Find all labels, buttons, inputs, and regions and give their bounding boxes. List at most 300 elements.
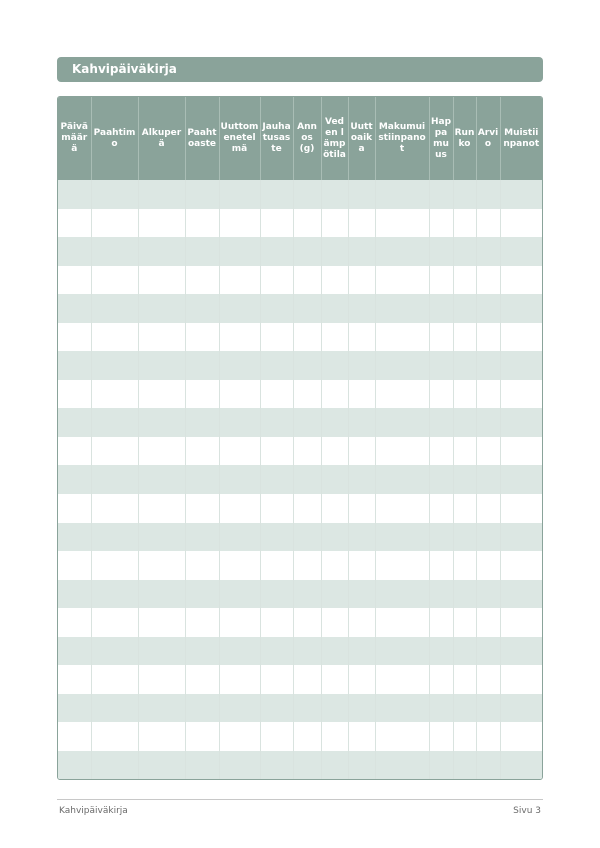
- table-cell[interactable]: [348, 465, 375, 494]
- table-cell[interactable]: [219, 665, 260, 694]
- table-cell[interactable]: [185, 180, 219, 209]
- table-cell[interactable]: [375, 465, 429, 494]
- table-cell[interactable]: [348, 237, 375, 266]
- table-cell[interactable]: [476, 523, 500, 552]
- table-cell[interactable]: [429, 380, 453, 409]
- table-cell[interactable]: [321, 294, 348, 323]
- table-cell[interactable]: [375, 266, 429, 295]
- table-cell[interactable]: [91, 408, 138, 437]
- table-cell[interactable]: [185, 408, 219, 437]
- table-cell[interactable]: [429, 266, 453, 295]
- table-cell[interactable]: [500, 580, 542, 609]
- table-cell[interactable]: [321, 323, 348, 352]
- table-cell[interactable]: [321, 722, 348, 751]
- table-cell[interactable]: [58, 494, 91, 523]
- table-cell[interactable]: [185, 580, 219, 609]
- table-cell[interactable]: [58, 380, 91, 409]
- table-cell[interactable]: [321, 494, 348, 523]
- table-cell[interactable]: [185, 323, 219, 352]
- table-cell[interactable]: [293, 608, 321, 637]
- table-cell[interactable]: [260, 722, 293, 751]
- table-cell[interactable]: [219, 408, 260, 437]
- table-cell[interactable]: [348, 351, 375, 380]
- table-cell[interactable]: [260, 380, 293, 409]
- table-cell[interactable]: [91, 437, 138, 466]
- table-cell[interactable]: [219, 437, 260, 466]
- table-cell[interactable]: [500, 180, 542, 209]
- table-cell[interactable]: [429, 580, 453, 609]
- table-cell[interactable]: [185, 694, 219, 723]
- table-cell[interactable]: [453, 266, 476, 295]
- table-cell[interactable]: [293, 294, 321, 323]
- table-cell[interactable]: [453, 294, 476, 323]
- table-cell[interactable]: [375, 180, 429, 209]
- table-cell[interactable]: [260, 551, 293, 580]
- table-cell[interactable]: [429, 408, 453, 437]
- table-cell[interactable]: [476, 608, 500, 637]
- table-row: [58, 294, 542, 323]
- table-cell[interactable]: [375, 523, 429, 552]
- table-cell[interactable]: [185, 351, 219, 380]
- table-cell[interactable]: [260, 523, 293, 552]
- table-cell[interactable]: [185, 722, 219, 751]
- table-cell[interactable]: [348, 608, 375, 637]
- table-cell[interactable]: [453, 751, 476, 780]
- table-cell[interactable]: [348, 180, 375, 209]
- table-cell[interactable]: [58, 209, 91, 238]
- table-cell[interactable]: [321, 523, 348, 552]
- table-cell[interactable]: [58, 665, 91, 694]
- table-cell[interactable]: [453, 551, 476, 580]
- table-cell[interactable]: [138, 180, 185, 209]
- table-cell[interactable]: [321, 551, 348, 580]
- table-cell[interactable]: [375, 608, 429, 637]
- table-cell[interactable]: [476, 637, 500, 666]
- table-cell[interactable]: [429, 323, 453, 352]
- table-cell[interactable]: [453, 722, 476, 751]
- table-cell[interactable]: [293, 180, 321, 209]
- table-cell[interactable]: [260, 351, 293, 380]
- table-cell[interactable]: [185, 209, 219, 238]
- table-cell[interactable]: [321, 665, 348, 694]
- table-cell[interactable]: [453, 351, 476, 380]
- table-cell[interactable]: [293, 551, 321, 580]
- table-cell[interactable]: [375, 380, 429, 409]
- table-cell[interactable]: [429, 608, 453, 637]
- table-cell[interactable]: [91, 294, 138, 323]
- table-cell[interactable]: [293, 351, 321, 380]
- table-cell[interactable]: [91, 351, 138, 380]
- table-cell[interactable]: [321, 351, 348, 380]
- table-cell[interactable]: [260, 266, 293, 295]
- table-cell[interactable]: [91, 608, 138, 637]
- table-cell[interactable]: [500, 523, 542, 552]
- table-cell[interactable]: [219, 580, 260, 609]
- table-cell[interactable]: [58, 551, 91, 580]
- table-cell[interactable]: [348, 437, 375, 466]
- table-cell[interactable]: [58, 637, 91, 666]
- table-cell[interactable]: [500, 637, 542, 666]
- table-cell[interactable]: [138, 323, 185, 352]
- table-cell[interactable]: [219, 180, 260, 209]
- table-cell[interactable]: [58, 722, 91, 751]
- table-cell[interactable]: [453, 580, 476, 609]
- table-cell[interactable]: [138, 209, 185, 238]
- table-cell[interactable]: [476, 323, 500, 352]
- table-cell[interactable]: [500, 408, 542, 437]
- table-cell[interactable]: [185, 751, 219, 780]
- table-cell[interactable]: [58, 608, 91, 637]
- table-cell[interactable]: [219, 237, 260, 266]
- table-cell[interactable]: [91, 237, 138, 266]
- table-cell[interactable]: [293, 580, 321, 609]
- table-cell[interactable]: [260, 323, 293, 352]
- table-cell[interactable]: [219, 266, 260, 295]
- table-cell[interactable]: [260, 608, 293, 637]
- table-cell[interactable]: [219, 523, 260, 552]
- table-cell[interactable]: [429, 751, 453, 780]
- table-cell[interactable]: [185, 294, 219, 323]
- table-cell[interactable]: [429, 180, 453, 209]
- table-cell[interactable]: [500, 494, 542, 523]
- table-cell[interactable]: [219, 294, 260, 323]
- table-cell[interactable]: [375, 494, 429, 523]
- table-cell[interactable]: [58, 294, 91, 323]
- table-cell[interactable]: [219, 351, 260, 380]
- table-cell[interactable]: [321, 580, 348, 609]
- table-cell[interactable]: [219, 494, 260, 523]
- table-cell[interactable]: [260, 237, 293, 266]
- table-cell[interactable]: [58, 465, 91, 494]
- table-cell[interactable]: [138, 580, 185, 609]
- table-cell[interactable]: [348, 665, 375, 694]
- table-cell[interactable]: [91, 209, 138, 238]
- table-cell[interactable]: [348, 694, 375, 723]
- table-cell[interactable]: [260, 437, 293, 466]
- table-cell[interactable]: [500, 351, 542, 380]
- table-cell[interactable]: [375, 665, 429, 694]
- table-cell[interactable]: [453, 408, 476, 437]
- table-cell[interactable]: [260, 665, 293, 694]
- table-cell[interactable]: [260, 465, 293, 494]
- table-cell[interactable]: [185, 494, 219, 523]
- table-cell[interactable]: [138, 266, 185, 295]
- table-cell[interactable]: [58, 351, 91, 380]
- table-cell[interactable]: [476, 380, 500, 409]
- table-cell[interactable]: [429, 523, 453, 552]
- table-cell[interactable]: [219, 608, 260, 637]
- table-cell[interactable]: [185, 437, 219, 466]
- table-cell[interactable]: [185, 637, 219, 666]
- table-cell[interactable]: [91, 494, 138, 523]
- table-cell[interactable]: [476, 180, 500, 209]
- table-cell[interactable]: [321, 637, 348, 666]
- table-cell[interactable]: [453, 437, 476, 466]
- table-cell[interactable]: [91, 665, 138, 694]
- column-header-notes: Muistiinpanot: [500, 97, 542, 180]
- table-cell[interactable]: [453, 665, 476, 694]
- table-cell[interactable]: [453, 494, 476, 523]
- table-cell[interactable]: [429, 465, 453, 494]
- table-cell[interactable]: [476, 494, 500, 523]
- table-cell[interactable]: [293, 494, 321, 523]
- table-cell[interactable]: [476, 437, 500, 466]
- table-cell[interactable]: [293, 380, 321, 409]
- table-cell[interactable]: [348, 494, 375, 523]
- table-cell[interactable]: [375, 637, 429, 666]
- table-cell[interactable]: [185, 237, 219, 266]
- table-cell[interactable]: [260, 694, 293, 723]
- table-cell[interactable]: [429, 294, 453, 323]
- table-cell[interactable]: [91, 323, 138, 352]
- table-cell[interactable]: [321, 180, 348, 209]
- table-cell[interactable]: [375, 437, 429, 466]
- table-cell[interactable]: [219, 637, 260, 666]
- table-cell[interactable]: [185, 523, 219, 552]
- table-cell[interactable]: [348, 408, 375, 437]
- table-cell[interactable]: [321, 465, 348, 494]
- table-cell[interactable]: [348, 523, 375, 552]
- table-cell[interactable]: [500, 237, 542, 266]
- table-cell[interactable]: [429, 494, 453, 523]
- table-cell[interactable]: [348, 751, 375, 780]
- table-cell[interactable]: [219, 323, 260, 352]
- table-cell[interactable]: [321, 209, 348, 238]
- table-cell[interactable]: [348, 294, 375, 323]
- table-cell[interactable]: [500, 722, 542, 751]
- table-cell[interactable]: [476, 209, 500, 238]
- table-cell[interactable]: [321, 751, 348, 780]
- table-cell[interactable]: [321, 408, 348, 437]
- table-cell[interactable]: [293, 237, 321, 266]
- table-cell[interactable]: [138, 237, 185, 266]
- table-cell[interactable]: [375, 751, 429, 780]
- table-cell[interactable]: [321, 694, 348, 723]
- table-cell[interactable]: [219, 465, 260, 494]
- table-cell[interactable]: [293, 637, 321, 666]
- table-cell[interactable]: [429, 694, 453, 723]
- table-cell[interactable]: [138, 294, 185, 323]
- table-cell[interactable]: [293, 751, 321, 780]
- table-cell[interactable]: [453, 694, 476, 723]
- table-cell[interactable]: [476, 551, 500, 580]
- table-cell[interactable]: [185, 266, 219, 295]
- table-cell[interactable]: [476, 237, 500, 266]
- table-cell[interactable]: [91, 722, 138, 751]
- table-cell[interactable]: [453, 608, 476, 637]
- table-cell[interactable]: [375, 237, 429, 266]
- table-cell[interactable]: [260, 637, 293, 666]
- table-cell[interactable]: [138, 722, 185, 751]
- table-cell[interactable]: [500, 694, 542, 723]
- table-cell[interactable]: [429, 237, 453, 266]
- table-cell[interactable]: [500, 751, 542, 780]
- table-cell[interactable]: [500, 665, 542, 694]
- table-cell[interactable]: [453, 209, 476, 238]
- table-cell[interactable]: [138, 351, 185, 380]
- table-cell[interactable]: [476, 294, 500, 323]
- table-cell[interactable]: [138, 465, 185, 494]
- table-cell[interactable]: [375, 351, 429, 380]
- table-cell[interactable]: [500, 380, 542, 409]
- table-cell[interactable]: [453, 380, 476, 409]
- table-cell[interactable]: [375, 551, 429, 580]
- table-cell[interactable]: [476, 351, 500, 380]
- table-cell[interactable]: [476, 408, 500, 437]
- table-cell[interactable]: [219, 551, 260, 580]
- table-cell[interactable]: [375, 694, 429, 723]
- table-cell[interactable]: [219, 751, 260, 780]
- table-cell[interactable]: [91, 266, 138, 295]
- table-cell[interactable]: [91, 580, 138, 609]
- table-cell[interactable]: [429, 351, 453, 380]
- table-cell[interactable]: [500, 323, 542, 352]
- table-cell[interactable]: [138, 751, 185, 780]
- table-cell[interactable]: [500, 209, 542, 238]
- table-cell[interactable]: [260, 180, 293, 209]
- table-cell[interactable]: [348, 380, 375, 409]
- table-cell[interactable]: [476, 465, 500, 494]
- table-cell[interactable]: [500, 465, 542, 494]
- table-cell[interactable]: [185, 465, 219, 494]
- table-cell[interactable]: [260, 408, 293, 437]
- table-cell[interactable]: [348, 209, 375, 238]
- table-cell[interactable]: [260, 294, 293, 323]
- table-cell[interactable]: [58, 323, 91, 352]
- table-cell[interactable]: [293, 437, 321, 466]
- table-cell[interactable]: [91, 637, 138, 666]
- table-cell[interactable]: [58, 751, 91, 780]
- table-cell[interactable]: [58, 266, 91, 295]
- table-cell[interactable]: [476, 694, 500, 723]
- table-cell[interactable]: [138, 437, 185, 466]
- table-cell[interactable]: [91, 465, 138, 494]
- table-cell[interactable]: [500, 608, 542, 637]
- table-cell[interactable]: [321, 266, 348, 295]
- table-cell[interactable]: [429, 665, 453, 694]
- table-cell[interactable]: [348, 551, 375, 580]
- table-cell[interactable]: [453, 180, 476, 209]
- table-cell[interactable]: [429, 637, 453, 666]
- table-cell[interactable]: [321, 237, 348, 266]
- table-cell[interactable]: [58, 237, 91, 266]
- table-cell[interactable]: [348, 722, 375, 751]
- table-cell[interactable]: [91, 523, 138, 552]
- table-cell[interactable]: [429, 437, 453, 466]
- table-cell[interactable]: [91, 694, 138, 723]
- table-cell[interactable]: [185, 608, 219, 637]
- table-cell[interactable]: [375, 722, 429, 751]
- table-cell[interactable]: [500, 551, 542, 580]
- table-cell[interactable]: [293, 722, 321, 751]
- table-cell[interactable]: [500, 437, 542, 466]
- table-cell[interactable]: [476, 266, 500, 295]
- table-cell[interactable]: [293, 209, 321, 238]
- table-cell[interactable]: [219, 380, 260, 409]
- table-row: [58, 380, 542, 409]
- table-cell[interactable]: [293, 665, 321, 694]
- table-cell[interactable]: [453, 323, 476, 352]
- table-cell[interactable]: [260, 580, 293, 609]
- table-cell[interactable]: [293, 408, 321, 437]
- table-cell[interactable]: [138, 694, 185, 723]
- table-cell[interactable]: [138, 494, 185, 523]
- table-cell[interactable]: [476, 665, 500, 694]
- table-cell[interactable]: [58, 694, 91, 723]
- table-cell[interactable]: [293, 694, 321, 723]
- table-cell[interactable]: [185, 380, 219, 409]
- table-cell[interactable]: [138, 408, 185, 437]
- table-cell[interactable]: [219, 722, 260, 751]
- table-cell[interactable]: [138, 551, 185, 580]
- table-row: [58, 323, 542, 352]
- table-cell[interactable]: [138, 637, 185, 666]
- table-cell[interactable]: [293, 465, 321, 494]
- table-cell[interactable]: [500, 266, 542, 295]
- table-cell[interactable]: [453, 523, 476, 552]
- table-cell[interactable]: [453, 637, 476, 666]
- table-cell[interactable]: [375, 323, 429, 352]
- table-cell[interactable]: [58, 180, 91, 209]
- table-cell[interactable]: [91, 551, 138, 580]
- table-cell[interactable]: [375, 209, 429, 238]
- table-cell[interactable]: [321, 608, 348, 637]
- table-cell[interactable]: [429, 722, 453, 751]
- table-cell[interactable]: [293, 323, 321, 352]
- table-cell[interactable]: [348, 580, 375, 609]
- table-cell[interactable]: [138, 665, 185, 694]
- table-cell[interactable]: [375, 408, 429, 437]
- table-cell[interactable]: [260, 209, 293, 238]
- table-cell[interactable]: [293, 523, 321, 552]
- table-cell[interactable]: [260, 751, 293, 780]
- table-row: [58, 523, 542, 552]
- table-cell[interactable]: [138, 380, 185, 409]
- table-cell[interactable]: [58, 408, 91, 437]
- table-cell[interactable]: [348, 266, 375, 295]
- table-cell[interactable]: [321, 380, 348, 409]
- table-cell[interactable]: [58, 523, 91, 552]
- table-cell[interactable]: [138, 523, 185, 552]
- table-cell[interactable]: [375, 294, 429, 323]
- table-cell[interactable]: [500, 294, 542, 323]
- table-cell[interactable]: [219, 209, 260, 238]
- table-cell[interactable]: [429, 209, 453, 238]
- table-cell[interactable]: [348, 637, 375, 666]
- table-cell[interactable]: [453, 465, 476, 494]
- table-cell[interactable]: [375, 580, 429, 609]
- table-cell[interactable]: [58, 580, 91, 609]
- table-cell[interactable]: [91, 180, 138, 209]
- table-cell[interactable]: [348, 323, 375, 352]
- table-cell[interactable]: [58, 437, 91, 466]
- table-cell[interactable]: [91, 380, 138, 409]
- table-cell[interactable]: [476, 580, 500, 609]
- table-cell[interactable]: [138, 608, 185, 637]
- table-cell[interactable]: [185, 551, 219, 580]
- table-cell[interactable]: [219, 694, 260, 723]
- table-cell[interactable]: [260, 494, 293, 523]
- table-cell[interactable]: [453, 237, 476, 266]
- table-cell[interactable]: [476, 722, 500, 751]
- table-cell[interactable]: [293, 266, 321, 295]
- table-cell[interactable]: [91, 751, 138, 780]
- table-cell[interactable]: [185, 665, 219, 694]
- column-header-roast-level: Paahtoaste: [185, 97, 219, 180]
- table-cell[interactable]: [429, 551, 453, 580]
- table-cell[interactable]: [476, 751, 500, 780]
- table-cell[interactable]: [321, 437, 348, 466]
